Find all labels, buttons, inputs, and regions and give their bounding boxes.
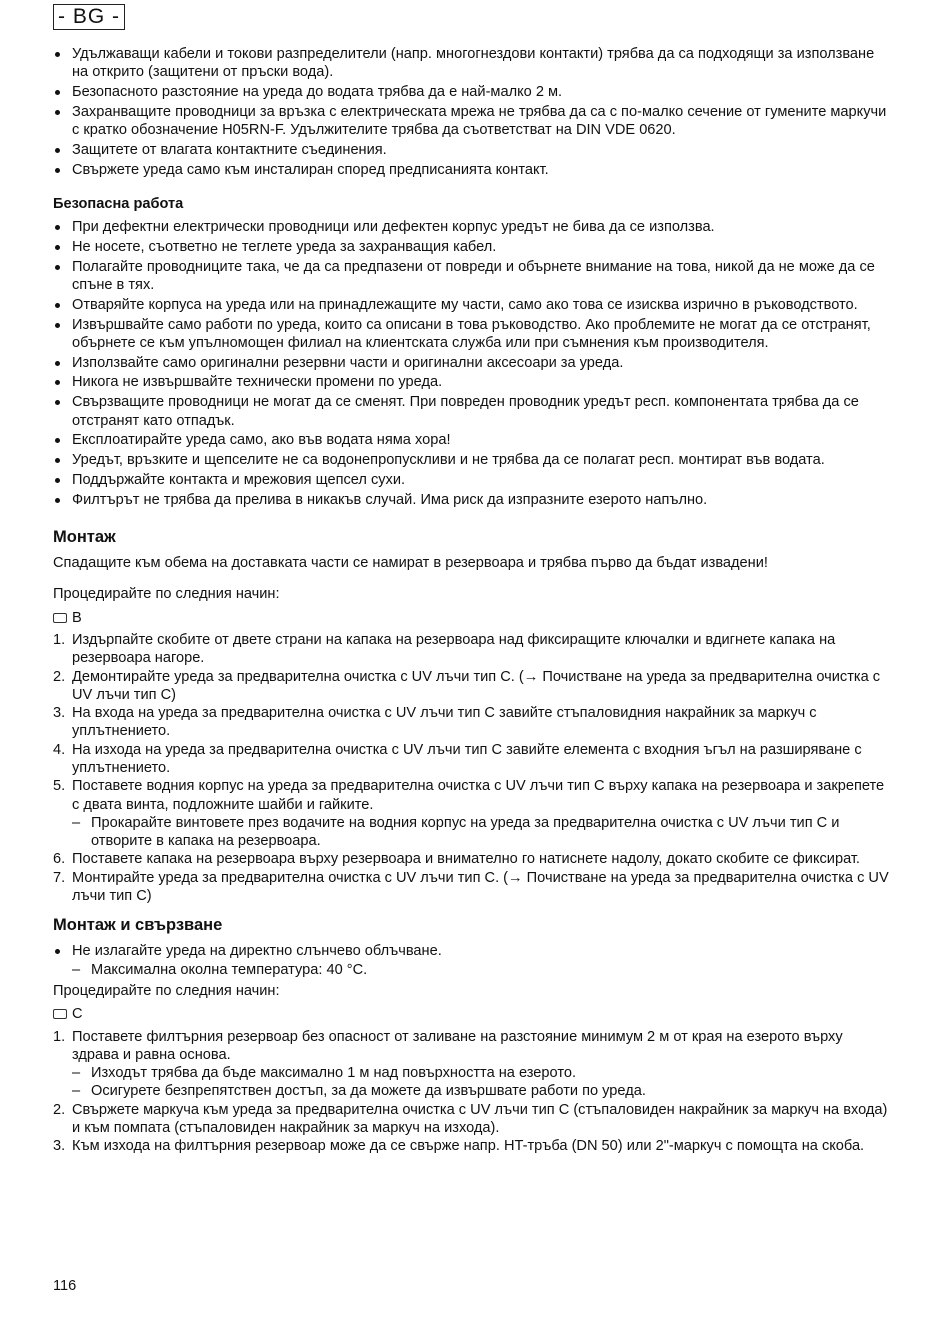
montage-steps [53,631,893,814]
list-item [53,850,893,868]
list-item: Не излагайте уреда на директно слънчево облъчване. [53,942,893,960]
list-item [53,814,893,851]
install-bullet-substeps [53,961,893,979]
safe-work-heading: Безопасна работа [53,196,184,213]
list-item: Защитете от влагата контактните съединения. [53,141,893,159]
figure-icon [53,613,67,623]
step-number: 4. [53,741,66,758]
step-number: 2. [53,1101,66,1118]
list-item: Използвайте само оригинални резервни части и оригинални аксесоари за уреда. [53,354,893,372]
install-steps [53,1028,893,1065]
list-item [53,704,893,741]
dash-marker: – [72,961,81,978]
step-text: Поставете филтърния резервоар без опасност от заливане на разстояние минимум 2 м от края на езерото върху здрава и равна основа. [72,1028,843,1063]
list-item [53,1064,893,1082]
install-bullet-list [53,942,893,960]
list-item: Свързващите проводници не могат да се сменят. При повреден проводник уредът респ. компонентата трябва да се отстранят като отпадък. [53,393,893,430]
list-item: Не носете, съответно не теглете уреда за захранващия кабел. [53,238,893,256]
list-item: Поддържайте контакта и мрежовия щепсел сухи. [53,471,893,489]
list-item: Никога не извършвайте технически промени по уреда. [53,373,893,391]
list-item [53,1137,893,1155]
step-number: 3. [53,1138,66,1155]
dash-marker: – [72,1083,81,1100]
list-item [53,1082,893,1100]
substep-text: Изходът трябва да бъде максимално 1 м над повърхността на езерото. [91,1065,577,1082]
language-tag: - BG - [53,4,125,30]
list-item: Експлоатирайте уреда само, ако във водата няма хора! [53,431,893,449]
step-number: 1. [53,631,66,648]
list-item: Полагайте проводниците така, че да са предпазени от повреди и обърнете внимание на това, никой да не може да се спъне в тях. [53,258,893,295]
step-number: 1. [53,1028,66,1045]
list-item [53,668,893,705]
list-item: Удължаващи кабели и токови разпределители (напр. многогнездови контакти) трябва да са подходящи за използване на открито (защитени от пръски вода). [53,45,893,82]
substep-text: Осигурете безпрепятствен достъп, за да можете да извършвате работи по уреда. [91,1083,646,1100]
list-item: Извършвайте само работи по уреда, които са описани в това ръководство. Ако проблемите не могат да се отстранят, обърнете се към упълномощен филиал на клиентската служба или при съмнения към производителя. [53,316,893,353]
list-item [53,961,893,979]
install-heading: Монтаж и свързване [53,916,223,935]
step-text: Монтирайте уреда за предварителна очистка с UV лъчи тип C. (→ Почистване на уреда за предварителна очистка с UV лъчи тип C) [72,869,889,905]
substep-text: Прокарайте винтовете през водачите на водния корпус на уреда за предварителна очистка с UV лъчи тип C и отворите в капака на резервоара. [91,814,840,850]
step-number: 7. [53,869,66,886]
list-item: Свържете уреда само към инсталиран според предписанията контакт. [53,161,893,179]
step-number: 6. [53,851,66,868]
step-number: 3. [53,705,66,722]
step5-substeps [53,814,893,851]
list-item [53,1028,893,1065]
page-content [53,45,893,1156]
safe-work-bullet-list [53,218,893,509]
page-number: 116 [53,1278,77,1294]
step-number: 5. [53,778,66,795]
figure-icon [53,1009,67,1019]
montage-heading: Монтаж [53,528,116,547]
step-text: Поставете водния корпус на уреда за предварителна очистка с UV лъчи тип C върху капака на резервоара и закрепете с двата винта, подложните шайби и гайките. [72,778,885,813]
list-item [53,741,893,778]
step-text: Поставете капака на резервоара върху резервоара и внимателно го натиснете надолу, докато скобите се фиксират. [72,851,860,868]
list-item [53,777,893,814]
montage-intro: Спадащите към обема на доставката части се намират в резервоара и трябва първо да бъдат извадени! [53,555,768,572]
list-item: Безопасното разстояние на уреда до водата трябва да е най-малко 2 м. [53,83,893,101]
list-item [53,631,893,668]
list-item [53,869,893,906]
step-text: Издърпайте скобите от двете страни на капака на резервоара над фиксиращите ключалки и вдигнете капака на резервоара нагоре. [72,631,836,667]
list-item [53,1101,893,1138]
figure-label: C [72,1006,83,1023]
montage-steps-continued [53,850,893,905]
install-steps-continued [53,1101,893,1156]
dash-marker: – [72,1065,81,1082]
list-item: Филтърът не трябва да прелива в никакъв случай. Има риск да изпразните езерото напълно. [53,491,893,509]
montage-proceed: Процедирайте по следния начин: [53,586,280,603]
step-text: Свържете маркуча към уреда за предварителна очистка с UV лъчи тип C (стъпаловиден накрайник за маркуч на входа) и към помпата (стъпаловиден накрайник за маркуч на изхода). [72,1101,888,1137]
step-text: На изхода на уреда за предварителна очистка с UV лъчи тип C завийте елемента с входния ъгъл на разширяване с уплътнението. [72,741,862,776]
figure-reference-b [53,609,893,627]
figure-reference-c [53,1005,893,1023]
intro-bullet-list [53,45,893,179]
dash-marker: – [72,814,81,831]
list-item: При дефектни електрически проводници или дефектен корпус уредът не бива да се използва. [53,218,893,236]
list-item: Уредът, връзките и щепселите не са водонепропускливи и не трябва да се полагат респ. монтират във водата. [53,451,893,469]
step-text: Към изхода на филтърния резервоар може да се свърже напр. HT-тръба (DN 50) или 2"-маркуч с помощта на скоба. [72,1138,865,1155]
step1-substeps [53,1064,893,1101]
list-item: Захранващите проводници за връзка с електрическата мрежа не трябва да са с по-малко сечение от гумените маркучи с кратко обозначение H05RN-F. Удължителите трябва да съответстват на DIN VDE 0620. [53,103,893,140]
figure-label: B [72,609,82,626]
step-number: 2. [53,668,66,685]
install-proceed: Процедирайте по следния начин: [53,982,280,999]
list-item: Отваряйте корпуса на уреда или на принадлежащите му части, само ако това се изисква изрично в ръководството. [53,296,893,314]
step-text: На входа на уреда за предварителна очистка с UV лъчи тип C завийте стъпаловидния накрайник за маркуч с уплътнението. [72,705,817,740]
step-text: Демонтирайте уреда за предварителна очистка с UV лъчи тип C. (→ Почистване на уреда за предварителна очистка с UV лъчи тип C) [72,668,881,703]
substep-text: Максимална околна температура: 40 °C. [91,961,368,978]
